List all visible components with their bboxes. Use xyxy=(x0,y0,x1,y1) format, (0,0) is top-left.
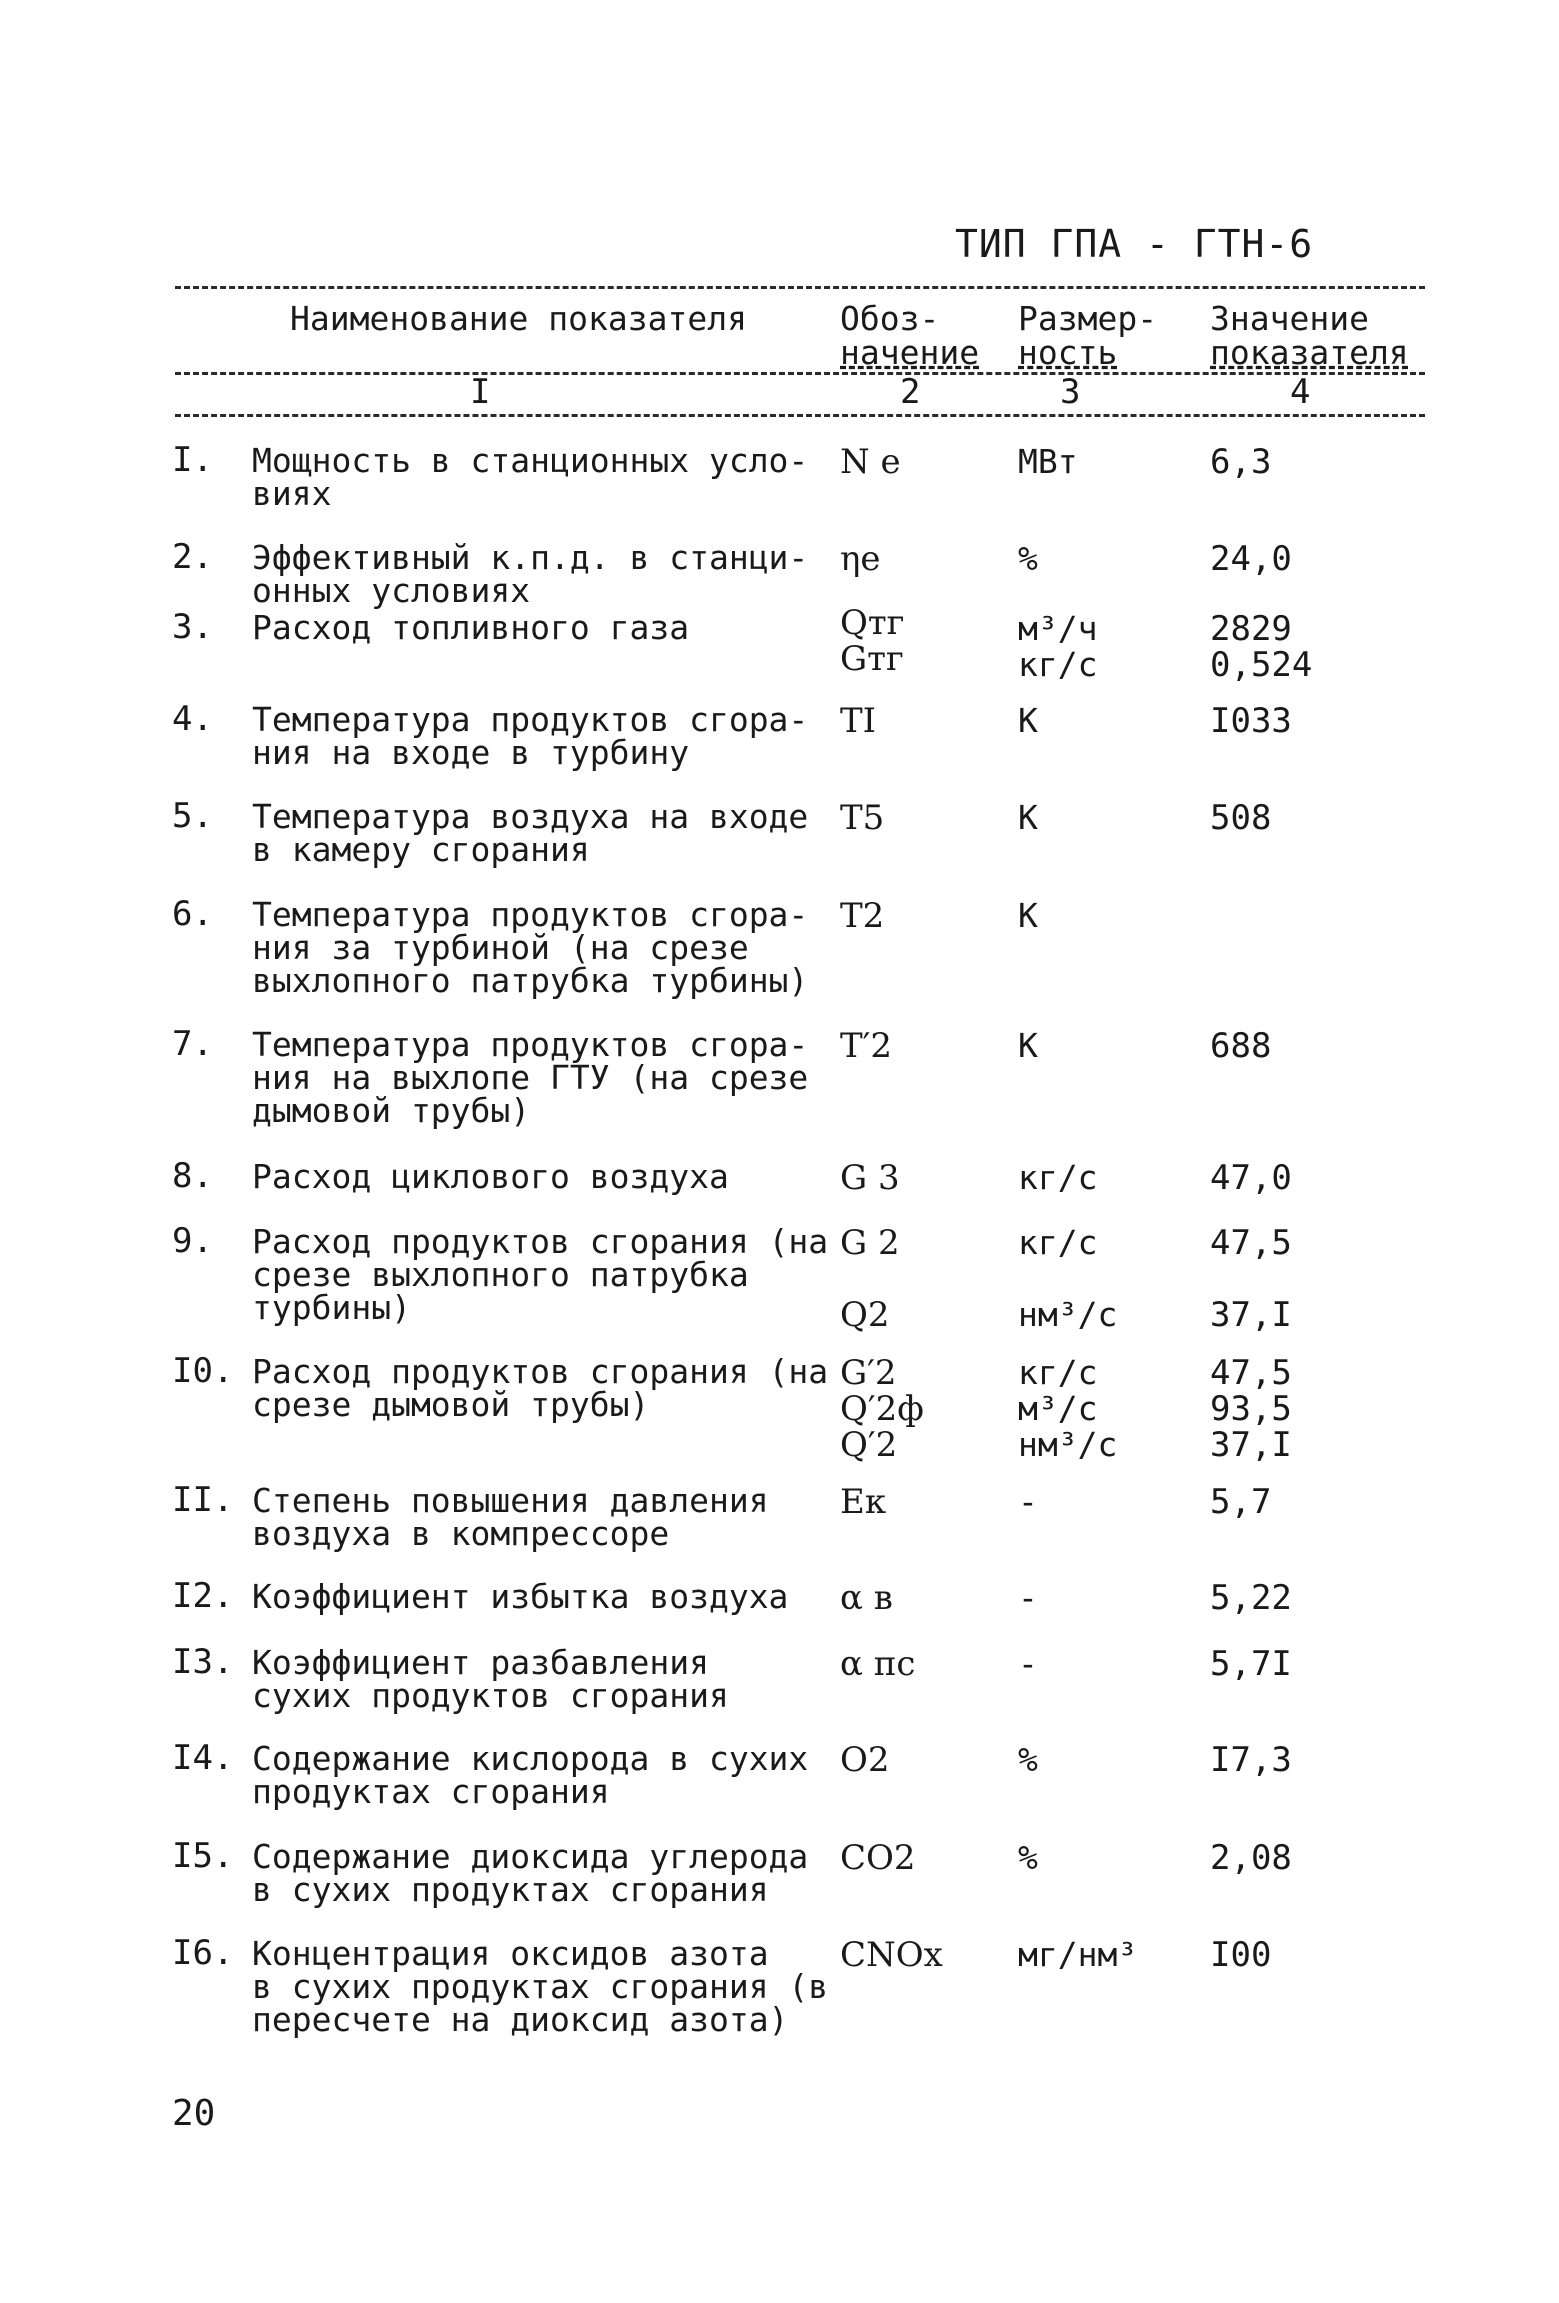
row-value: 5,22 xyxy=(1210,1578,1292,1618)
row-unit: - xyxy=(1018,1644,1038,1683)
rule-top xyxy=(175,286,1425,289)
row-symbol: T5 xyxy=(840,798,885,838)
header-value-line1: Значение xyxy=(1210,299,1369,338)
row-symbol: N e xyxy=(840,442,901,482)
page-number: 20 xyxy=(172,2093,216,2134)
row-unit: - xyxy=(1018,1482,1038,1521)
column-number-3: 3 xyxy=(1060,372,1081,412)
row-value: 688 xyxy=(1210,1026,1272,1066)
row-number: 6. xyxy=(172,894,213,934)
row-unit: К xyxy=(1018,798,1038,837)
row-parameter-name: Содержание диоксида углерода в сухих продуктах сгорания xyxy=(252,1837,809,1909)
row-number: I5. xyxy=(172,1836,234,1876)
row-parameter-name: Коэффициент разбавления сухих продуктов сгорания xyxy=(252,1643,729,1715)
row-number: I6. xyxy=(172,1933,234,1973)
row-symbol: G 2 Q2 xyxy=(840,1223,900,1335)
row-parameter-name: Концентрация оксидов азота в сухих продуктах сгорания (в пересчете на диоксид азота) xyxy=(252,1934,829,2039)
row-value: 47,5 93,5 37,I xyxy=(1210,1353,1292,1465)
row-value: 5,7I xyxy=(1210,1644,1292,1684)
row-value: 6,3 xyxy=(1210,442,1272,482)
header-name: Наименование показателя xyxy=(290,299,747,338)
row-symbol: Qтг Gтг xyxy=(840,603,905,679)
row-value: I7,3 xyxy=(1210,1740,1292,1780)
row-unit: К xyxy=(1018,896,1038,935)
row-number: I3. xyxy=(172,1642,234,1682)
row-unit: К xyxy=(1018,701,1038,740)
rule-column-numbers xyxy=(175,414,1425,417)
row-value: 24,0 xyxy=(1210,539,1292,579)
row-number: 8. xyxy=(172,1156,213,1196)
header-value-line2: показателя xyxy=(1210,333,1409,372)
row-number: 2. xyxy=(172,537,213,577)
row-value: 2829 0,524 xyxy=(1210,609,1313,685)
row-number: I0. xyxy=(172,1351,234,1391)
row-unit: - xyxy=(1018,1578,1038,1617)
row-value: 508 xyxy=(1210,798,1272,838)
row-parameter-name: Степень повышения давления воздуха в компрессоре xyxy=(252,1481,769,1553)
row-symbol: T2 xyxy=(840,896,885,936)
header-unit-line2: ность xyxy=(1018,333,1118,372)
row-unit: м³/ч кг/с xyxy=(1018,609,1098,684)
row-number: 9. xyxy=(172,1221,213,1261)
header-unit-line1: Размер- xyxy=(1018,299,1158,338)
row-unit: кг/с нм³/с xyxy=(1018,1223,1118,1334)
row-parameter-name: Расход продуктов сгорания (на срезе выхлопного патрубка турбины) xyxy=(252,1222,829,1327)
row-number: 5. xyxy=(172,796,213,836)
row-unit: кг/с xyxy=(1018,1158,1098,1197)
row-unit: кг/с м³/с нм³/с xyxy=(1018,1353,1118,1464)
row-symbol: T′2 xyxy=(840,1026,893,1066)
row-parameter-name: Эффективный к.п.д. в станци- онных условиях xyxy=(252,538,809,610)
row-value: 47,0 xyxy=(1210,1158,1292,1198)
row-parameter-name: Температура продуктов сгора- ния на входе в турбину xyxy=(252,700,809,772)
row-unit: МВт xyxy=(1018,442,1078,481)
rule-header-bottom xyxy=(175,372,1425,375)
column-number-2: 2 xyxy=(900,372,921,412)
row-symbol: α пс xyxy=(840,1644,916,1684)
row-unit: К xyxy=(1018,1026,1038,1065)
row-number: 3. xyxy=(172,607,213,647)
row-symbol: ηe xyxy=(840,539,881,579)
row-number: 7. xyxy=(172,1024,213,1064)
row-value: I033 xyxy=(1210,701,1292,741)
row-unit: % xyxy=(1018,1838,1038,1877)
row-symbol: G 3 xyxy=(840,1158,900,1198)
header-symbol-line1: Обоз- xyxy=(840,299,940,338)
row-parameter-name: Расход продуктов сгорания (на срезе дымовой трубы) xyxy=(252,1352,829,1424)
row-symbol: TI xyxy=(840,701,877,741)
row-symbol: G′2 Q′2ф Q′2 xyxy=(840,1353,924,1465)
row-symbol: Eк xyxy=(840,1482,887,1522)
row-value: 47,5 37,I xyxy=(1210,1223,1292,1335)
row-number: 4. xyxy=(172,699,213,739)
row-symbol: CO2 xyxy=(840,1838,916,1878)
row-symbol: O2 xyxy=(840,1740,890,1780)
document-title: ТИП ГПА - ГТН-6 xyxy=(955,222,1314,266)
row-number: II. xyxy=(172,1480,234,1520)
row-symbol: α в xyxy=(840,1578,893,1618)
header-symbol-line2: начение xyxy=(840,333,980,372)
row-parameter-name: Температура продуктов сгора- ния за турбиной (на срезе выхлопного патрубка турбины) xyxy=(252,895,809,1000)
row-parameter-name: Коэффициент избытка воздуха xyxy=(252,1577,789,1616)
row-unit: % xyxy=(1018,539,1038,578)
column-number-4: 4 xyxy=(1290,372,1311,412)
row-parameter-name: Температура продуктов сгора- ния на выхлопе ГТУ (на срезе дымовой трубы) xyxy=(252,1025,809,1130)
row-value: 2,08 xyxy=(1210,1838,1292,1878)
row-number: I. xyxy=(172,440,213,480)
row-value: 5,7 xyxy=(1210,1482,1272,1522)
row-number: I2. xyxy=(172,1576,234,1616)
row-parameter-name: Содержание кислорода в сухих продуктах сгорания xyxy=(252,1739,809,1811)
row-parameter-name: Расход топливного газа xyxy=(252,608,690,647)
row-parameter-name: Расход циклового воздуха xyxy=(252,1157,729,1196)
row-unit: % xyxy=(1018,1740,1038,1779)
row-parameter-name: Температура воздуха на входе в камеру сгорания xyxy=(252,797,809,869)
row-unit: мг/нм³ xyxy=(1018,1935,1138,1974)
column-number-1: I xyxy=(470,372,491,412)
row-parameter-name: Мощность в станционных усло- виях xyxy=(252,441,809,513)
row-symbol: CNOx xyxy=(840,1935,943,1975)
row-value: I00 xyxy=(1210,1935,1272,1975)
row-number: I4. xyxy=(172,1738,234,1778)
